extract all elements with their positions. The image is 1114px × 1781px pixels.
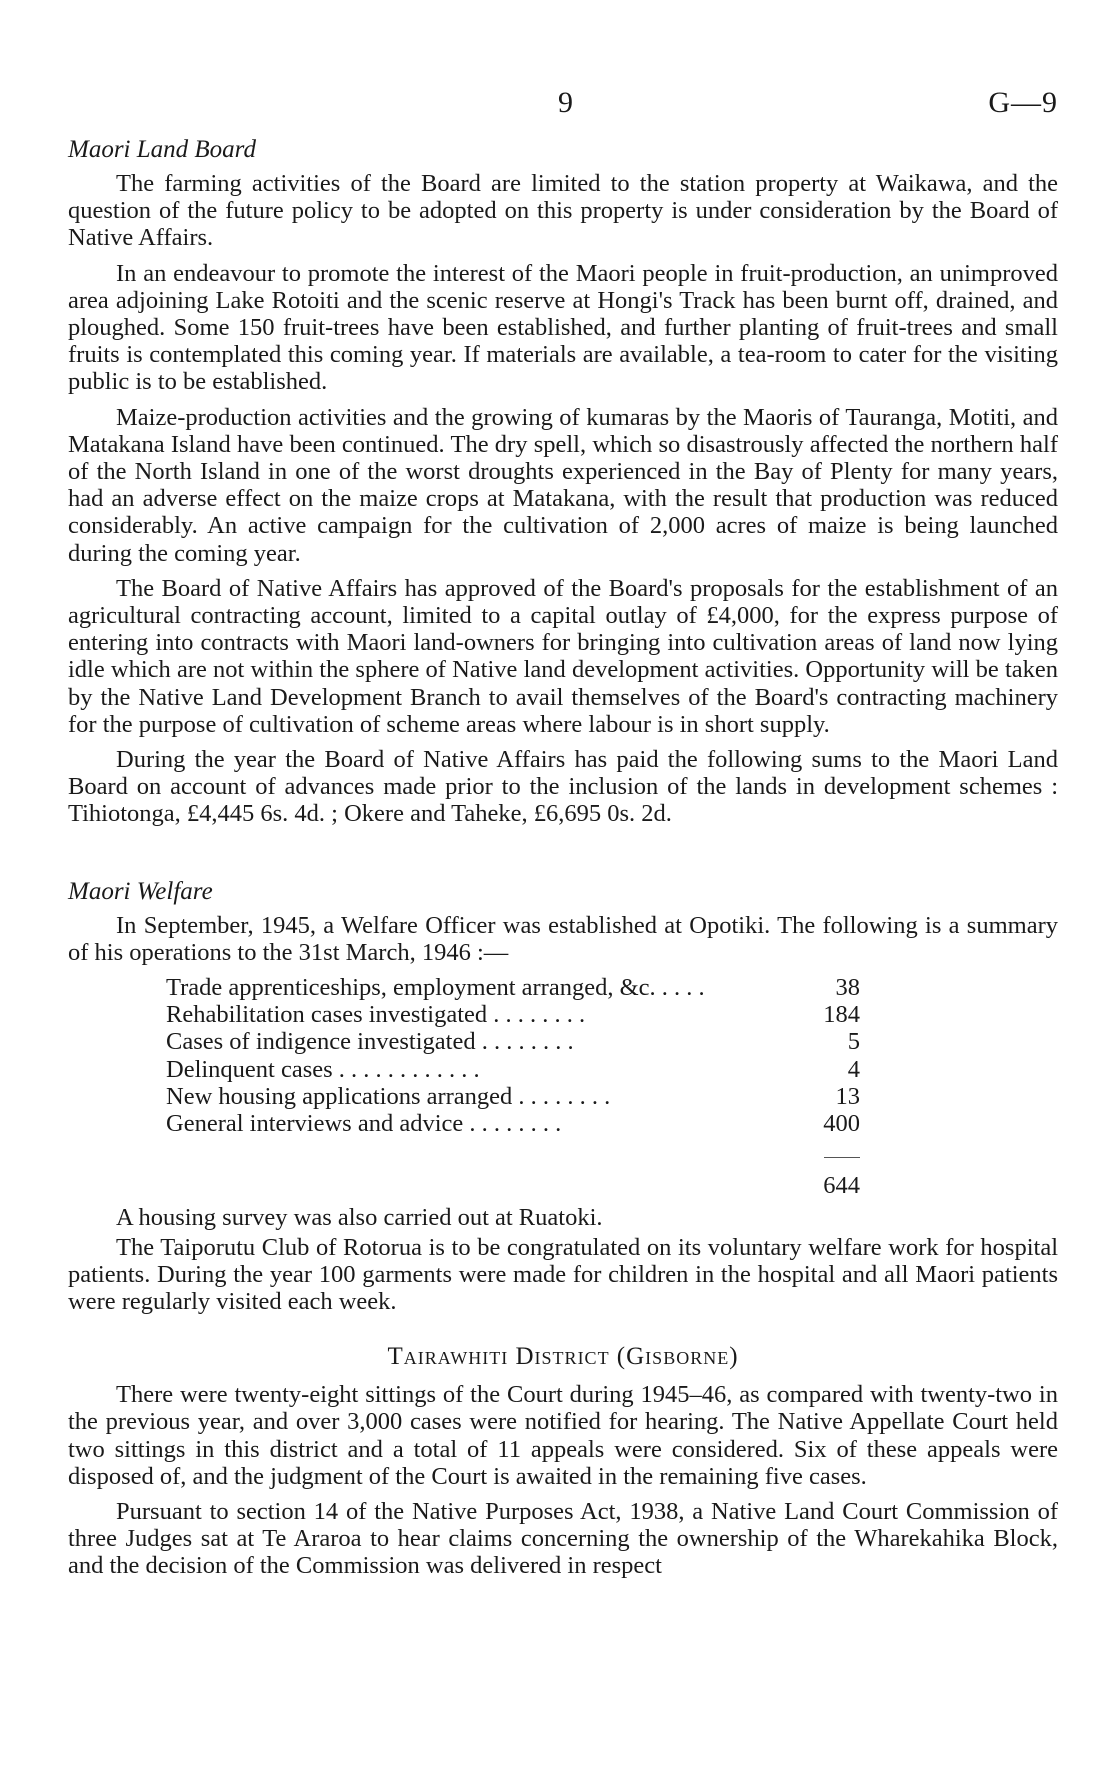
paragraph: Pursuant to section 14 of the Native Purposes Act, 1938, a Native Land Court Commission of three Judges sat at Te Araroa to hear claims concerning the ownership of the Wharekahika Block, and the decision of the Commission was delivered in respect bbox=[68, 1497, 1058, 1580]
page-header bbox=[68, 76, 1058, 120]
row-value: 184 bbox=[823, 1001, 860, 1029]
table-row bbox=[166, 1083, 860, 1110]
paragraph: The Taiporutu Club of Rotorua is to be congratulated on its voluntary welfare work for hospital patients. During the year 100 garments were made for children in the hospital and all Maori patients were regularly visited each week. bbox=[68, 1233, 1058, 1315]
row-label: New housing applications arranged . . . . . . . . bbox=[166, 1082, 611, 1110]
welfare-summary-table bbox=[166, 974, 860, 1137]
row-value: 38 bbox=[835, 974, 860, 1002]
row-label: General interviews and advice . . . . . . . . bbox=[166, 1110, 562, 1138]
row-label: Trade apprenticeships, employment arranged, &c. . . . . bbox=[166, 974, 705, 1002]
section-heading-welfare: Maori Welfare bbox=[68, 877, 213, 905]
table-row bbox=[166, 1028, 860, 1055]
paragraph: The Board of Native Affairs has approved of the Board's proposals for the establishment of an agricultural contracting account, limited to a capital outlay of £4,000, for the express purpose of entering into contracts with Maori land-owners for bringing into cultivation areas of land now lying idle which are not within the sphere of Native land development activities. Opportunity will be taken by the Native Land Development Branch to avail themselves of the Board's contracting machinery for the purpose of cultivation of scheme areas where labour is in short supply. bbox=[68, 574, 1058, 738]
series-code: G—9 bbox=[988, 86, 1058, 119]
row-value: 4 bbox=[847, 1055, 860, 1083]
paragraph: In an endeavour to promote the interest of the Maori people in fruit-production, an unimproved area adjoining Lake Rotoiti and the scenic reserve at Hongi's Track has been burnt off, drained, and ploughed. Some 150 fruit-trees have been established, and further planting of fruit-trees and small fruits is contemplated this coming year. If materials are available, a tea-room to cater for the visiting public is to be established. bbox=[68, 259, 1058, 396]
section-heading-tairawhiti: Tairawhiti District (Gisborne) bbox=[387, 1343, 739, 1371]
paragraph: There were twenty-eight sittings of the Court during 1945–46, as compared with twenty-two in the previous year, and over 3,000 cases were notified for hearing. The Native Appellate Court held two sittings in this district and a total of 11 appeals were considered. Six of these appeals were disposed of, and the judgment of the Court is awaited in the remaining five cases. bbox=[68, 1381, 1058, 1490]
section-heading-land-board: Maori Land Board bbox=[68, 136, 256, 163]
paragraph: A housing survey was also carried out at Ruatoki. bbox=[116, 1204, 603, 1232]
table-row bbox=[166, 1001, 860, 1028]
page-number: 9 bbox=[558, 86, 573, 119]
row-label: Delinquent cases . . . . . . . . . . . . bbox=[166, 1055, 480, 1083]
table-row bbox=[166, 1110, 860, 1137]
row-label: Rehabilitation cases investigated . . . . . . . . bbox=[166, 1001, 586, 1029]
row-label: Cases of indigence investigated . . . . . . . . bbox=[166, 1028, 574, 1056]
total-rule bbox=[824, 1157, 860, 1158]
paragraph: Maize-production activities and the growing of kumaras by the Maoris of Tauranga, Motiti, and Matakana Island have been continued. The dry spell, which so disastrously affected the northern half of the North Island in one of the worst droughts experienced in the Bay of Plenty for many years, had an adverse effect on the maize crops at Matakana, with the result that production was reduced considerably. An active campaign for the cultivation of 2,000 acres of maize is being launched during the coming year. bbox=[68, 403, 1058, 567]
paragraph: During the year the Board of Native Affairs has paid the following sums to the Maori Land Board on account of advances made prior to the inclusion of the lands in development schemes : Tihiotonga, £4,445 6s. 4d. ; Okere and Taheke, £6,695 0s. 2d. bbox=[68, 746, 1058, 828]
table-row bbox=[166, 1056, 860, 1083]
summary-total: 644 bbox=[823, 1172, 860, 1200]
paragraph: The farming activities of the Board are limited to the station property at Waikawa, and the question of the future policy to be adopted on this property is under consideration by the Board of Native Affairs. bbox=[68, 170, 1058, 252]
paragraph: In September, 1945, a Welfare Officer was established at Opotiki. The following is a summary of his operations to the 31st March, 1946 :— bbox=[68, 911, 1058, 966]
document-page bbox=[68, 76, 1058, 1588]
table-row bbox=[166, 974, 860, 1001]
row-value: 400 bbox=[823, 1110, 860, 1138]
row-value: 13 bbox=[835, 1082, 860, 1110]
row-value: 5 bbox=[847, 1028, 860, 1056]
